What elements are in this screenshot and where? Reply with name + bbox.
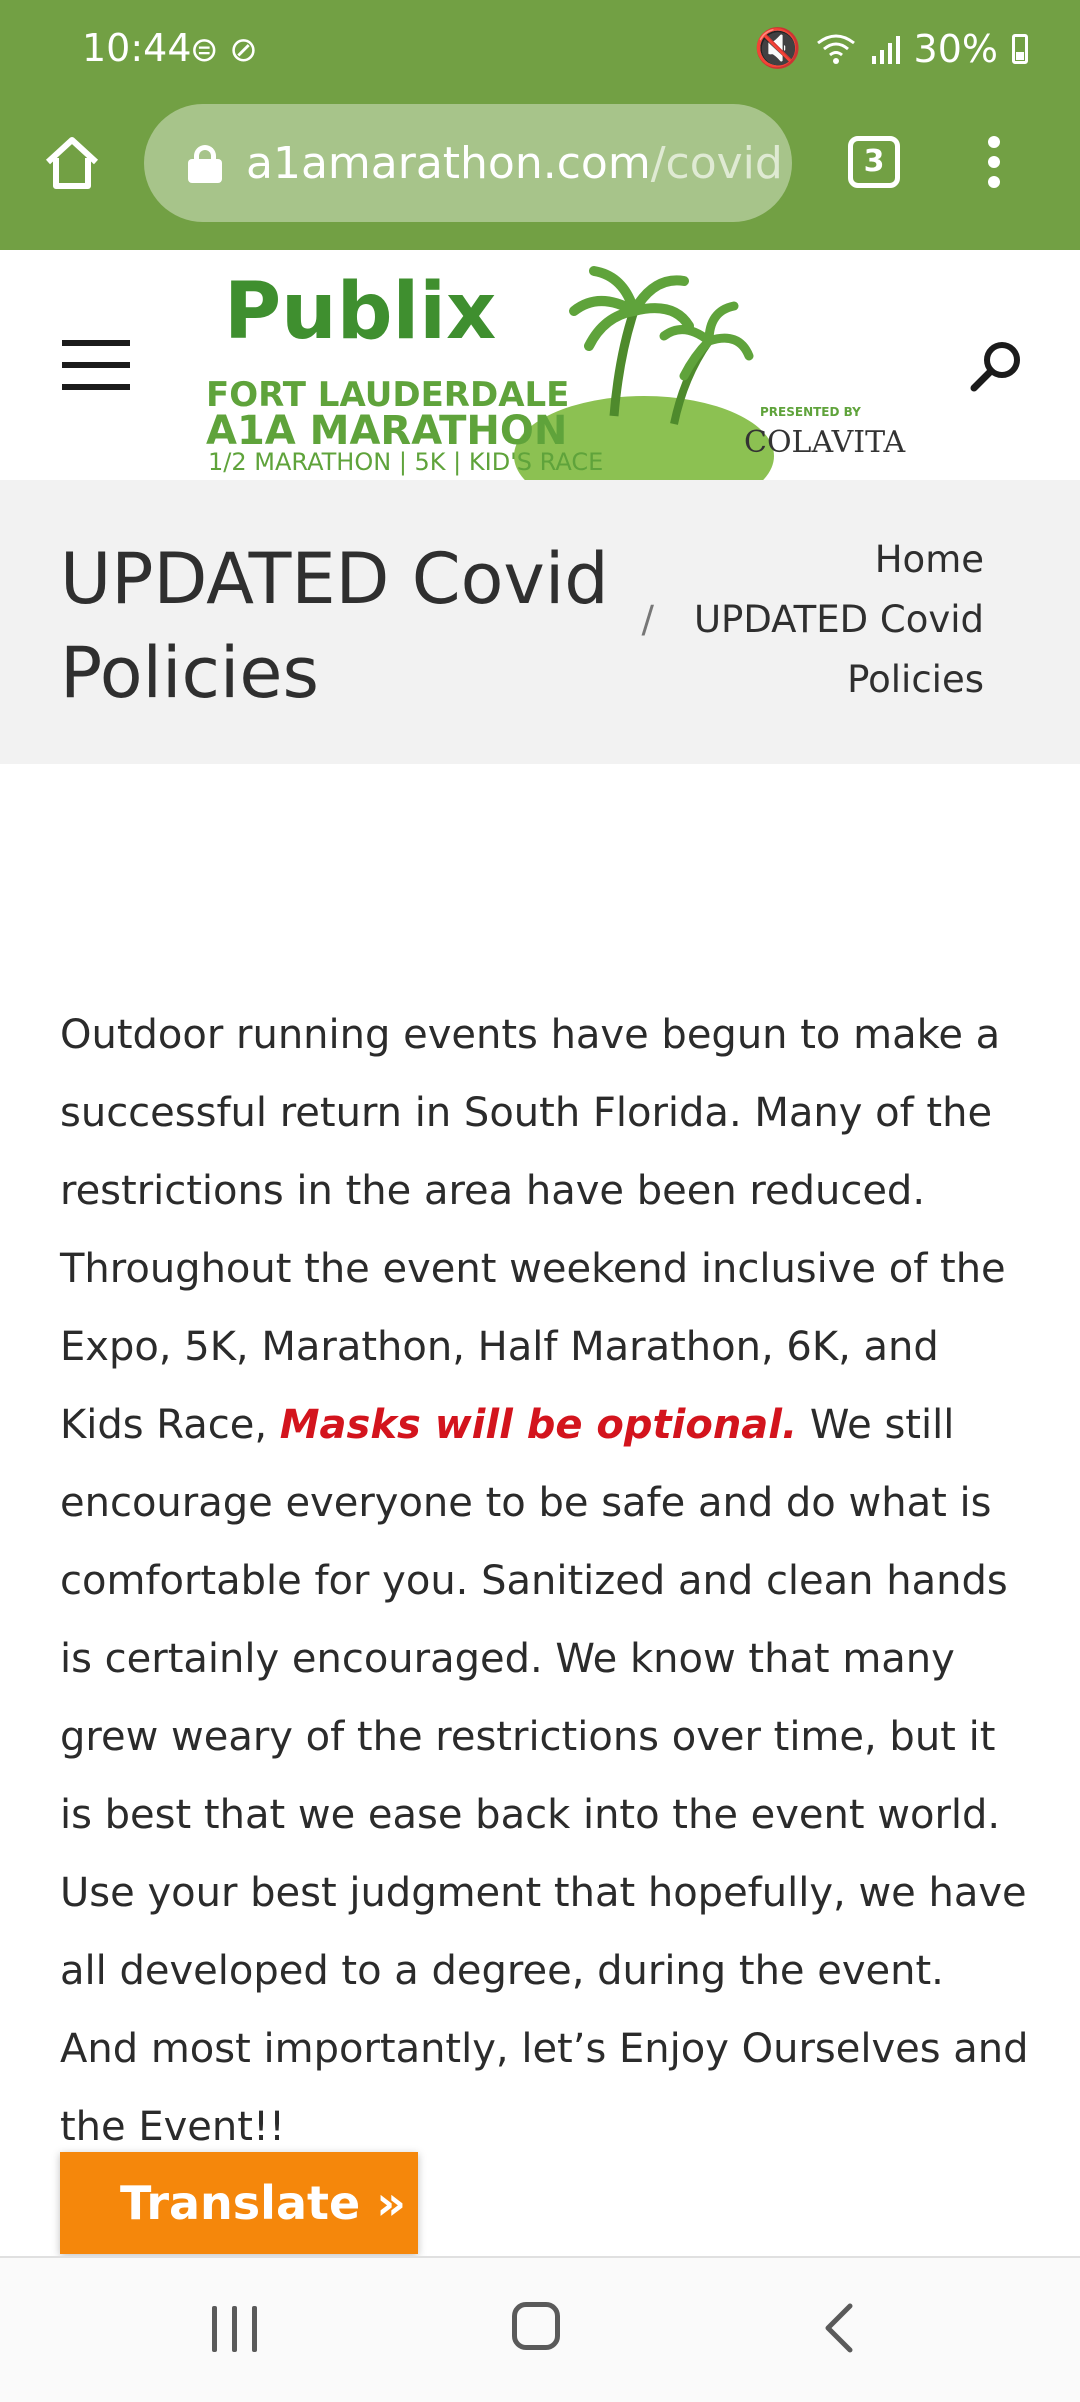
- logo-sponsor: COLAVITA: [744, 425, 906, 460]
- translate-button[interactable]: Translate »: [60, 2152, 418, 2254]
- home-icon[interactable]: [42, 132, 102, 192]
- body-text-highlight: Masks will be optional.: [279, 1402, 798, 1448]
- status-bar: [0, 0, 1080, 100]
- breadcrumb-separator: /: [641, 598, 654, 641]
- browser-menu-icon[interactable]: [982, 136, 1006, 192]
- hamburger-menu-icon[interactable]: [62, 340, 130, 390]
- nav-home-icon[interactable]: [512, 2302, 560, 2350]
- system-nav-bar: [0, 2256, 1080, 2402]
- battery-percent: 30%: [913, 26, 998, 71]
- status-right: [754, 26, 1028, 71]
- logo-line2: A1A MARATHON: [206, 408, 568, 454]
- logo-line1: FORT LAUDERDALE: [206, 375, 570, 415]
- logo-line3: 1/2 MARATHON | 5K | KID'S RACE: [208, 448, 604, 476]
- site-logo[interactable]: [204, 256, 904, 474]
- wifi-icon: [816, 33, 856, 65]
- breadcrumb-home[interactable]: Home: [874, 538, 984, 581]
- logo-presented-by: PRESENTED BY: [760, 405, 861, 419]
- tabs-button[interactable]: 3: [848, 136, 900, 188]
- back-icon[interactable]: [820, 2302, 860, 2354]
- body-text-rest: We still encourage everyone to be safe and do what is comfortable for you. Sanitized and clean hands is certainly encouraged. We know that many grew weary of the restrictions over time, but it is best that we ease back into the event world. Use your best judgment that hopefully, we have all developed to a degree, during the event. And most importantly, let’s Enjoy Ourselves and the Event!!: [60, 1402, 1029, 2150]
- site-header: [0, 250, 1080, 480]
- lock-icon: [188, 145, 222, 181]
- notification-icons: ⊜ ⊘: [190, 30, 258, 70]
- browser-chrome: [0, 0, 1080, 250]
- status-time: 10:44: [82, 26, 192, 70]
- breadcrumb-current-label: UPDATED Covid Policies: [693, 598, 984, 701]
- page-title-band: [0, 480, 1080, 764]
- page-title: UPDATED Covid Policies: [60, 538, 609, 714]
- signal-icon: [870, 34, 900, 64]
- logo-brand: Publix: [224, 267, 497, 357]
- recent-apps-icon[interactable]: [212, 2306, 260, 2352]
- url-text: a1amarathon.com/covid: [246, 137, 783, 189]
- breadcrumb-current: [584, 590, 984, 710]
- body-text-intro: Outdoor running events have begun to make a successful return in South Florida. Many of the restrictions in the area have been reduced. Throughout the event weekend inclusive of the Expo, 5K, Marathon, Half Marathon, 6K, and Kids Race,: [60, 1012, 1006, 1448]
- battery-icon: [1012, 34, 1028, 64]
- article-body: [60, 996, 1030, 2166]
- breadcrumb: [584, 530, 984, 710]
- search-icon[interactable]: [968, 338, 1024, 394]
- mute-icon: 🔇: [754, 26, 802, 70]
- url-bar[interactable]: [144, 104, 792, 222]
